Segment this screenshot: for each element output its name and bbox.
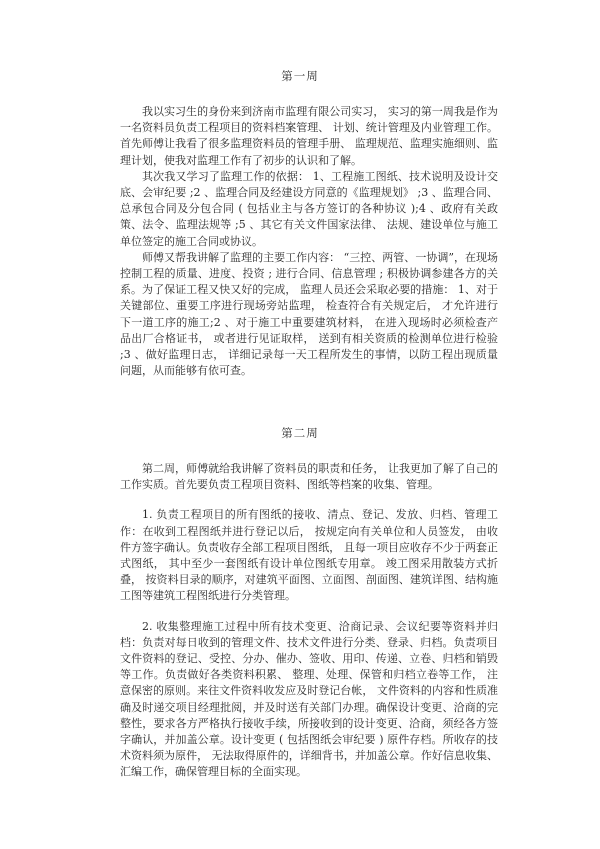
week-2-item-2: 2. 收集整理施工过程中所有技术变更、洽商记录、会议纪要等资料并归档：负责对每日收到的管理文件、技术文件进行分类、登录、归档。负责项目文件资料的登记、受控、分办、催办、签收、用印、传递、立卷、归档和销毁等工作。负责做好各类资料积累、 整理、处理、保管和归档立卷等工作， 注意保密的原则。来往文件资料收发应及时登记台帐， 文件资料的内容和性质准确及时递交项目经理批阅，并及时送有关部门办理。确保设计变更、洽商的完整性，要求各方严格执行接收手续，所接收到的设计变更、洽商，须经各方签字确认，并加盖公章。设计变更 ( 包括图纸会审纪要 ) 原件存档。所收存的技术资料须为原件， 无法取得原件的，详细背书，并加盖公章。作好信息收集、汇编工作，确保管理目标的全面实现。 [120, 619, 498, 779]
week-1-paragraph: 其次我又学习了监理工作的依据： 1、工程施工图纸、技术说明及设计交底、会审纪要 ;2 、监理合同及经建设方同意的《监理规划》 ;3 、监理合同、总承包合同及分包合同 ( 包括业主与各方签订的各种协议 );4 、政府有关政策、法令、监理法规等 ;5 、其它有关文件国家法律、 法规、建设单位与施工单位签定的施工合同或协议。 [120, 169, 498, 248]
week-1-paragraph: 我以实习生的身份来到济南市监理有限公司实习， 实习的第一周我是作为一名资料员负责工程项目的资料档案管理、 计划、统计管理及内业管理工作。 首先师傅让我看了很多监理资料员的管理手册、 监理规范、监理实施细则、监理计划，使我对监理工作有了初步的认识和了解。 [120, 105, 498, 167]
paragraph-gap [120, 605, 498, 619]
week-1-section [120, 104, 498, 379]
paragraph-gap [120, 493, 498, 507]
week-2-intro: 第二周，师傅就给我讲解了资料员的职责和任务， 让我更加了解了自己的工作实质。首先要负责工程项目资料、图纸等档案的收集、管理。 [120, 462, 498, 492]
week-1-title: 第一周 [281, 69, 319, 83]
week-2-item-1: 1. 负责工程项目的所有图纸的接收、清点、登记、发放、归档、管理工作：在收到工程图纸并进行登记以后， 按规定向有关单位和人员签发， 由收件方签字确认。负责收存全部工程项目图纸， 且每一项目应收存不少于两套正式图纸， 其中至少一套图纸有设计单位图纸专用章。 竣工图采用散装方式折叠， 按资料目录的顺序，对建筑平面图、立面图、剖面图、建筑详图、结构施工图等建筑工程图纸进行分类管理。 [120, 508, 498, 603]
week-2-section [120, 461, 498, 781]
week-2-title: 第二周 [281, 426, 319, 440]
week-1-paragraph: 师傅又帮我讲解了监理的主要工作内容： “三控、两管、一协调”，在现场控制工程的质量、进度、投资 ; 进行合同、信息管理 ; 积极协调参建各方的关系。为了保证工程又快又好的完成， 监理人员还会采取必要的措施： 1、对于关键部位、重要工序进行现场旁站监理， 检查符合有关规定后， 才允许进行下一道工序的施工;2 、对于施工中重要建筑材料， 在进入现场时必须检查产品出厂合格证书， 或者进行见证取样， 送到有相关资质的检测单位进行检验 ;3 、做好监理日志， 详细记录每一天工程所发生的事情，以防工程出现质量问题，从而能够有依可查。 [120, 250, 498, 378]
